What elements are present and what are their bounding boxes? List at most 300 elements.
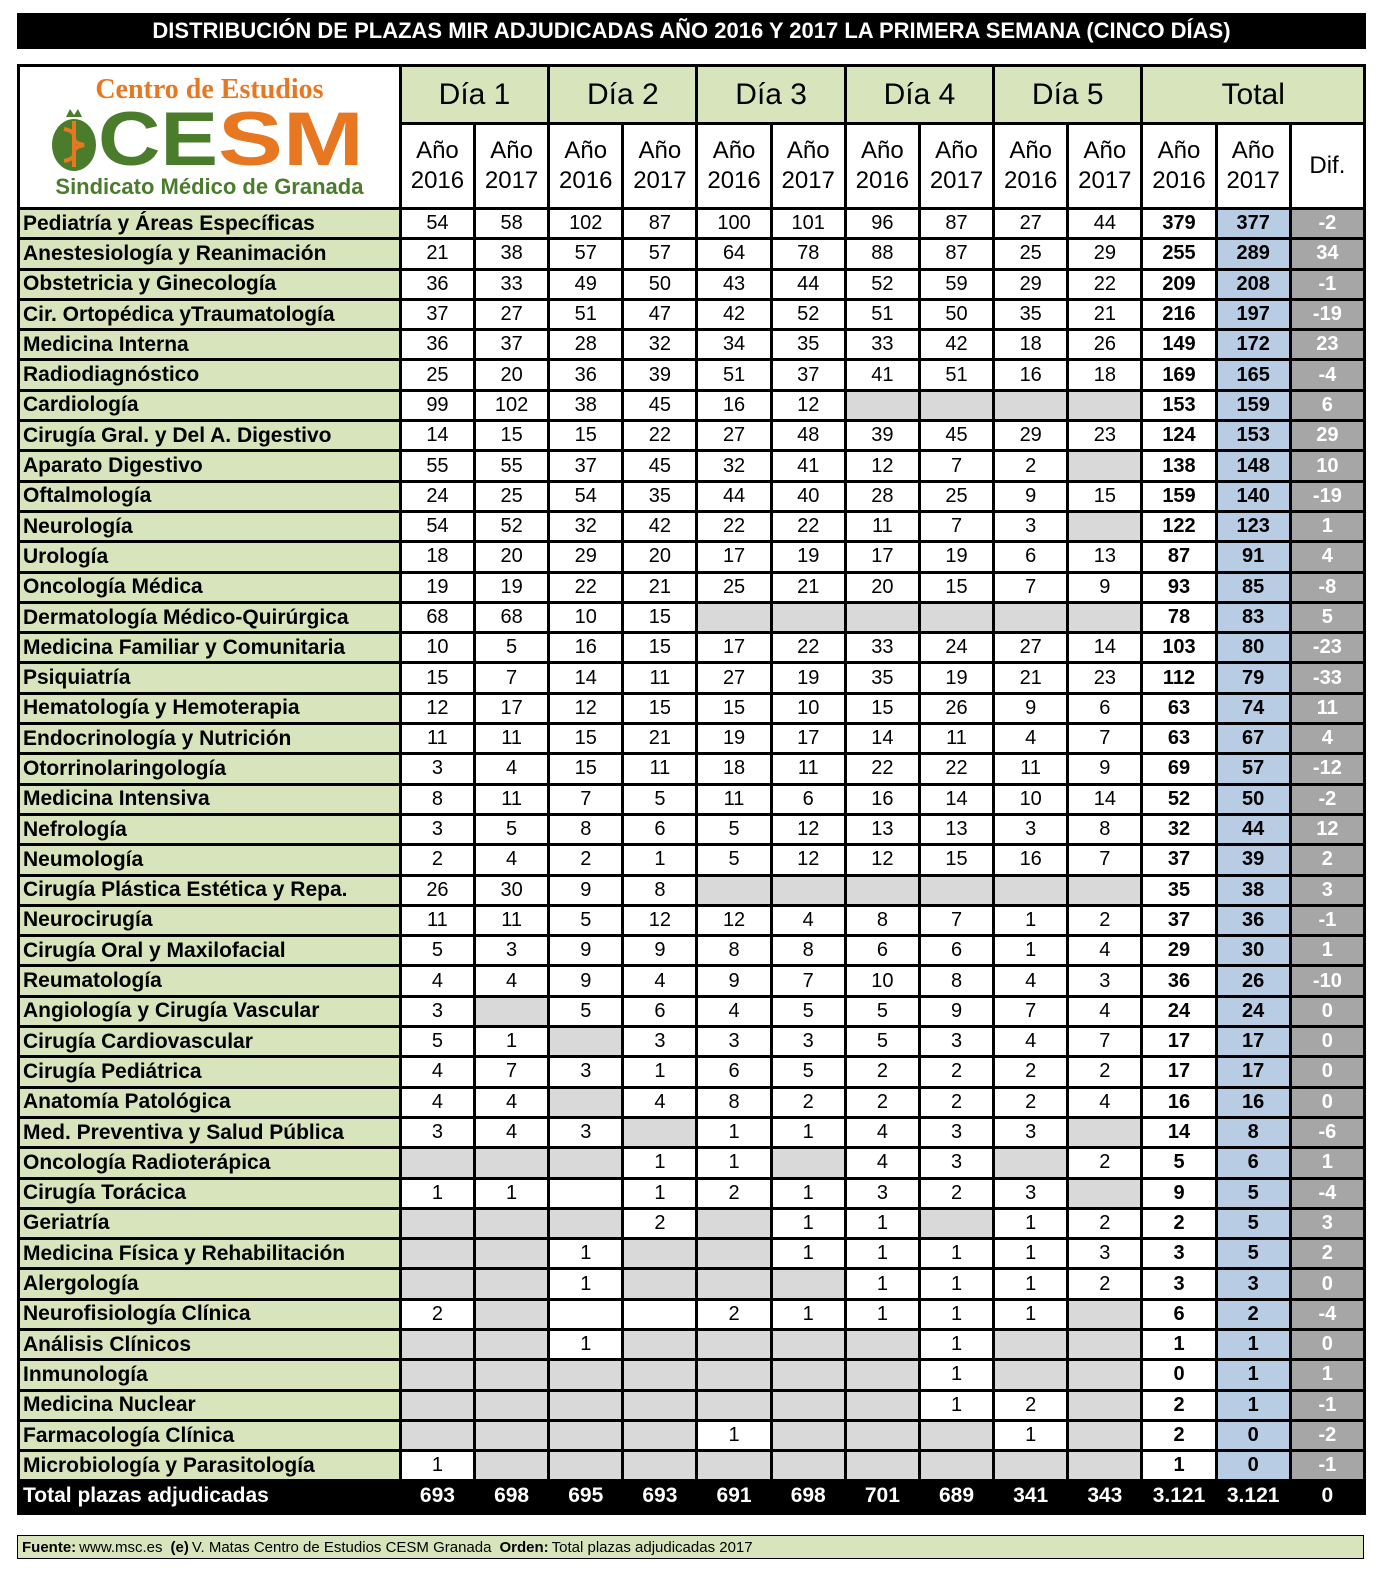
year-label: Año [861,137,904,165]
value-cell: 2 [995,452,1066,479]
table-row [20,361,1363,388]
value-cell: 7 [773,967,844,994]
total-2016-cell: 9 [1143,1180,1214,1207]
value-cell: 2 [550,846,621,873]
total-2016-cell: 0 [1143,1361,1214,1388]
total-2017-cell: 1 [1218,1361,1289,1388]
empty-cell [476,998,547,1025]
value-cell: 14 [1069,634,1140,661]
table-body [20,210,1363,1509]
empty-cell [624,1422,695,1449]
value-cell: 1 [773,1301,844,1328]
value-cell: 29 [550,543,621,570]
value-cell: 2 [995,1392,1066,1419]
total-value-cell: 695 [550,1482,621,1509]
year-header [476,125,547,207]
value-cell: 68 [476,604,547,631]
value-cell: 4 [995,725,1066,752]
table-row [20,907,1363,934]
total-2016-cell: 29 [1143,937,1214,964]
value-cell: 1 [624,1149,695,1176]
page-title: DISTRIBUCIÓN DE PLAZAS MIR ADJUDICADAS AÑO 2016 Y 2017 LA PRIMERA SEMANA (CINCO DÍAS) [17,13,1366,49]
empty-cell [624,1452,695,1479]
value-cell: 6 [624,816,695,843]
value-cell: 4 [995,1028,1066,1055]
dif-cell: -1 [1292,907,1363,934]
value-cell: 34 [698,331,769,358]
value-cell: 23 [1069,664,1140,691]
year-value: 2016 [559,167,613,195]
value-cell: 3 [773,1028,844,1055]
total-2017-cell: 38 [1218,877,1289,904]
header-dia-3: Día 3 [698,67,843,122]
value-cell: 11 [476,907,547,934]
dif-cell: -6 [1292,1119,1363,1146]
value-cell: 6 [847,937,918,964]
value-cell: 44 [698,483,769,510]
total-2016-cell: 209 [1143,271,1214,298]
value-cell: 26 [921,695,992,722]
value-cell: 9 [624,937,695,964]
value-cell: 9 [995,483,1066,510]
value-cell: 20 [624,543,695,570]
total-2016-cell: 216 [1143,301,1214,328]
empty-cell [698,1392,769,1419]
value-cell: 1 [921,1270,992,1297]
value-cell: 87 [921,240,992,267]
empty-cell [550,1089,621,1116]
value-cell: 96 [847,210,918,237]
footer-fuente-label: Fuente: [22,1538,77,1556]
value-cell: 52 [476,513,547,540]
dif-cell: 3 [1292,877,1363,904]
value-cell: 3 [995,1119,1066,1146]
value-cell: 38 [550,392,621,419]
value-cell: 8 [921,967,992,994]
value-cell: 1 [995,1240,1066,1267]
value-cell: 15 [847,695,918,722]
footer-copy-label: (e) [170,1538,189,1556]
table-row [20,755,1363,782]
value-cell: 2 [847,1058,918,1085]
value-cell: 12 [698,907,769,934]
value-cell: 18 [698,755,769,782]
year-value: 2017 [633,167,687,195]
value-cell: 1 [995,1422,1066,1449]
value-cell: 1 [847,1240,918,1267]
total-2017-cell: 79 [1218,664,1289,691]
year-header [1218,125,1289,207]
specialty-name: Pediatría y Áreas Específicas [20,210,399,237]
specialty-name: Anatomía Patológica [20,1089,399,1116]
table-row [20,543,1363,570]
empty-cell [550,1452,621,1479]
year-value: 2017 [1078,167,1132,195]
total-2017-cell: 165 [1218,361,1289,388]
total-2016-cell: 124 [1143,422,1214,449]
value-cell: 24 [921,634,992,661]
year-label: Año [935,137,978,165]
specialty-name: Neurofisiología Clínica [20,1301,399,1328]
specialty-name: Microbiología y Parasitología [20,1452,399,1479]
value-cell: 4 [476,755,547,782]
empty-cell [402,1270,473,1297]
value-cell: 3 [550,1058,621,1085]
year-label: Año [712,137,756,165]
total-2016-cell: 78 [1143,604,1214,631]
value-cell: 16 [847,786,918,813]
total-2016-cell: 255 [1143,240,1214,267]
table-row [20,1058,1363,1085]
value-cell: 45 [624,452,695,479]
total-2016-cell: 37 [1143,846,1214,873]
value-cell: 17 [847,543,918,570]
specialty-name: Urología [20,543,399,570]
empty-cell [550,1422,621,1449]
value-cell: 87 [624,210,695,237]
empty-cell [773,1331,844,1358]
value-cell: 23 [1069,422,1140,449]
total-2017-cell: 74 [1218,695,1289,722]
value-cell: 5 [624,786,695,813]
year-header [995,125,1066,207]
value-cell: 43 [698,271,769,298]
empty-cell [995,604,1066,631]
total-2017-cell: 140 [1218,483,1289,510]
total-2017-cell: 5 [1218,1180,1289,1207]
value-cell: 15 [698,695,769,722]
total-t16-cell: 3.121 [1143,1482,1214,1509]
specialty-name: Angiología y Cirugía Vascular [20,998,399,1025]
empty-cell [773,877,844,904]
value-cell: 1 [773,1240,844,1267]
dif-cell: -2 [1292,1422,1363,1449]
value-cell: 5 [402,937,473,964]
dif-cell: 0 [1292,1270,1363,1297]
value-cell: 33 [847,634,918,661]
value-cell: 9 [550,937,621,964]
value-cell: 10 [773,695,844,722]
logo-line3: Sindicato Médico de Granada [55,174,364,199]
empty-cell [476,1452,547,1479]
value-cell: 2 [402,846,473,873]
value-cell: 6 [1069,695,1140,722]
specialty-name: Medicina Física y Rehabilitación [20,1240,399,1267]
mir-table [17,64,1366,1512]
total-2017-cell: 5 [1218,1210,1289,1237]
total-value-cell: 698 [476,1482,547,1509]
value-cell: 2 [995,1058,1066,1085]
specialty-name: Med. Preventiva y Salud Pública [20,1119,399,1146]
table-row [20,1301,1363,1328]
empty-cell [1069,877,1140,904]
table-row [20,967,1363,994]
empty-cell [698,1240,769,1267]
value-cell: 2 [1069,1210,1140,1237]
value-cell: 2 [1069,907,1140,934]
value-cell: 51 [847,301,918,328]
value-cell: 17 [698,543,769,570]
table-row [20,1119,1363,1146]
value-cell: 1 [921,1301,992,1328]
empty-cell [624,1240,695,1267]
value-cell: 12 [847,846,918,873]
year-header [1143,125,1214,207]
value-cell: 5 [402,1028,473,1055]
specialty-name: Medicina Nuclear [20,1392,399,1419]
value-cell: 1 [624,846,695,873]
value-cell: 55 [402,452,473,479]
empty-cell [847,1452,918,1479]
total-2016-cell: 24 [1143,998,1214,1025]
value-cell: 32 [550,513,621,540]
value-cell: 13 [921,816,992,843]
total-2017-cell: 36 [1218,907,1289,934]
total-value-cell: 343 [1069,1482,1140,1509]
total-2017-cell: 85 [1218,574,1289,601]
value-cell: 28 [847,483,918,510]
value-cell: 4 [476,1119,547,1146]
value-cell: 1 [921,1240,992,1267]
header-dia-1: Día 1 [402,67,547,122]
cesm-wordmark [98,107,368,173]
dif-cell: -23 [1292,634,1363,661]
value-cell: 37 [476,331,547,358]
dif-cell: 1 [1292,513,1363,540]
year-header [624,125,695,207]
value-cell: 15 [624,634,695,661]
value-cell: 55 [476,452,547,479]
value-cell: 8 [624,877,695,904]
value-cell: 35 [624,483,695,510]
empty-cell [995,1149,1066,1176]
specialty-name: Inmunología [20,1361,399,1388]
value-cell: 1 [847,1210,918,1237]
value-cell: 51 [550,301,621,328]
value-cell: 17 [698,634,769,661]
value-cell: 12 [550,695,621,722]
value-cell: 8 [402,786,473,813]
dif-cell: 34 [1292,240,1363,267]
value-cell: 2 [995,1089,1066,1116]
total-2016-cell: 3 [1143,1270,1214,1297]
value-cell: 12 [773,816,844,843]
total-2017-cell: 8 [1218,1119,1289,1146]
value-cell: 19 [921,543,992,570]
total-2017-cell: 17 [1218,1028,1289,1055]
value-cell [550,1301,621,1328]
table-row [20,331,1363,358]
value-cell: 3 [550,1119,621,1146]
empty-cell [624,1361,695,1388]
dif-cell: -4 [1292,361,1363,388]
total-2016-cell: 2 [1143,1210,1214,1237]
empty-cell [402,1361,473,1388]
value-cell: 59 [921,271,992,298]
value-cell: 7 [476,1058,547,1085]
value-cell: 1 [402,1180,473,1207]
value-cell: 22 [773,513,844,540]
value-cell: 3 [847,1180,918,1207]
total-2017-cell: 83 [1218,604,1289,631]
table-row [20,271,1363,298]
value-cell: 11 [995,755,1066,782]
year-label: Año [564,137,608,165]
empty-cell [921,604,992,631]
value-cell: 2 [921,1058,992,1085]
value-cell: 1 [550,1240,621,1267]
value-cell: 1 [847,1301,918,1328]
value-cell: 32 [624,331,695,358]
value-cell: 45 [624,392,695,419]
total-value-cell: 693 [402,1482,473,1509]
dif-cell: 6 [1292,392,1363,419]
value-cell: 37 [402,301,473,328]
empty-cell [624,1270,695,1297]
value-cell: 25 [921,483,992,510]
specialty-name: Oncología Médica [20,574,399,601]
value-cell: 9 [1069,574,1140,601]
total-2017-cell: 16 [1218,1089,1289,1116]
specialty-name: Cirugía Pediátrica [20,1058,399,1085]
dif-cell: 2 [1292,846,1363,873]
value-cell: 2 [1069,1149,1140,1176]
year-value: 2016 [410,167,465,195]
year-label: Año [786,137,830,165]
value-cell: 45 [921,422,992,449]
value-cell: 11 [476,725,547,752]
value-cell: 5 [550,998,621,1025]
total-2016-cell: 16 [1143,1089,1214,1116]
specialty-name: Medicina Intensiva [20,786,399,813]
value-cell: 54 [550,483,621,510]
year-label: Año [490,137,533,165]
empty-cell [995,392,1066,419]
value-cell: 2 [921,1089,992,1116]
total-2016-cell: 69 [1143,755,1214,782]
value-cell: 4 [402,1089,473,1116]
empty-cell [402,1392,473,1419]
value-cell: 9 [995,695,1066,722]
value-cell: 1 [698,1119,769,1146]
total-2017-cell: 289 [1218,240,1289,267]
value-cell: 1 [921,1331,992,1358]
specialty-name: Obstetricia y Ginecología [20,271,399,298]
table-row [20,998,1363,1025]
table-row [20,1089,1363,1116]
total-2016-cell: 87 [1143,543,1214,570]
value-cell: 37 [773,361,844,388]
empty-cell [1069,1301,1140,1328]
value-cell: 16 [995,846,1066,873]
total-2016-cell: 63 [1143,695,1214,722]
value-cell: 2 [698,1301,769,1328]
dif-cell: -4 [1292,1180,1363,1207]
year-header [921,125,992,207]
value-cell: 14 [847,725,918,752]
empty-cell [847,1331,918,1358]
value-cell: 14 [921,786,992,813]
empty-cell [995,1452,1066,1479]
specialty-name: Geriatría [20,1210,399,1237]
value-cell: 4 [698,998,769,1025]
value-cell: 1 [550,1270,621,1297]
specialty-name: Endocrinología y Nutrición [20,725,399,752]
value-cell: 1 [995,1270,1066,1297]
value-cell: 9 [1069,755,1140,782]
value-cell: 102 [550,210,621,237]
total-2016-cell: 1 [1143,1331,1214,1358]
empty-cell [698,1270,769,1297]
total-2017-cell: 148 [1218,452,1289,479]
table-row [20,1422,1363,1449]
dif-cell: 1 [1292,1361,1363,1388]
table-row [20,604,1363,631]
empty-cell [550,1361,621,1388]
empty-cell [698,1452,769,1479]
value-cell: 101 [773,210,844,237]
dif-cell: 2 [1292,1240,1363,1267]
value-cell: 21 [624,574,695,601]
footer-orden-label: Orden: [499,1538,549,1556]
value-cell: 25 [476,483,547,510]
dif-cell: 1 [1292,937,1363,964]
empty-cell [1069,1392,1140,1419]
year-value: 2017 [484,167,539,195]
value-cell: 100 [698,210,769,237]
empty-cell [921,877,992,904]
empty-cell [773,1422,844,1449]
empty-cell [773,1149,844,1176]
empty-cell [847,1392,918,1419]
value-cell: 1 [995,1210,1066,1237]
value-cell: 10 [550,604,621,631]
specialty-name: Medicina Familiar y Comunitaria [20,634,399,661]
dif-cell: -19 [1292,483,1363,510]
dif-cell: 0 [1292,1058,1363,1085]
total-2016-cell: 153 [1143,392,1214,419]
empty-cell [476,1149,547,1176]
dif-cell: -2 [1292,210,1363,237]
value-cell: 15 [624,604,695,631]
value-cell: 1 [476,1028,547,1055]
dif-cell: 12 [1292,816,1363,843]
value-cell: 2 [1069,1058,1140,1085]
empty-cell [698,1210,769,1237]
value-cell: 33 [476,271,547,298]
empty-cell [773,1270,844,1297]
specialty-name: Alergología [20,1270,399,1297]
total-2016-cell: 169 [1143,361,1214,388]
value-cell: 3 [1069,967,1140,994]
value-cell: 25 [995,240,1066,267]
value-cell: 12 [402,695,473,722]
value-cell: 30 [476,877,547,904]
value-cell: 5 [476,634,547,661]
empty-cell [847,1422,918,1449]
value-cell: 1 [995,907,1066,934]
empty-cell [1069,1422,1140,1449]
value-cell: 19 [921,664,992,691]
value-cell: 15 [476,422,547,449]
value-cell: 12 [624,907,695,934]
value-cell: 3 [995,513,1066,540]
value-cell: 20 [476,361,547,388]
year-label: Año [1231,137,1275,165]
total-2017-cell: 6 [1218,1149,1289,1176]
total-2016-cell: 138 [1143,452,1214,479]
empty-cell [1069,452,1140,479]
